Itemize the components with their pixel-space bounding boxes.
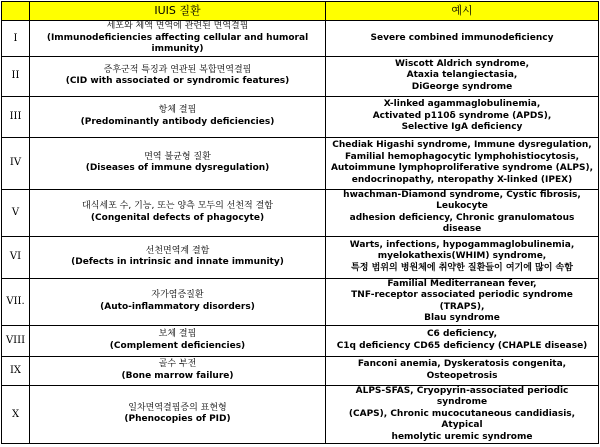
example-line: Wiscott Aldrich syndrome, <box>394 58 530 69</box>
table-row <box>2 325 599 356</box>
disease-cell <box>30 236 326 278</box>
disease-korean: 선천면역계 결함 <box>145 245 210 256</box>
example-line: Ataxia telangiectasia, <box>406 70 518 81</box>
disease-korean: 증후군적 특징과 연관된 복합면역결핍 <box>103 64 252 75</box>
example-line: Familial hemophagocytic lymphohistiocytosis, <box>345 151 579 162</box>
example-cell <box>326 21 599 57</box>
disease-english: (Immunodeficiencies affecting cellular and humoral immunity) <box>46 32 309 54</box>
disease-korean: 세포와 체액 면역에 관련된 면역결핍 <box>106 21 249 31</box>
row-number: V <box>2 189 30 236</box>
table-row <box>2 385 599 444</box>
example-cell <box>326 385 599 444</box>
disease-korean: 골수 부전 <box>158 359 197 369</box>
disease-korean: 자가염증질환 <box>151 290 204 300</box>
example-line: hwachman-Diamond syndrome, Cystic fibrosis, Leukocyte <box>343 189 581 211</box>
table-row <box>2 137 599 189</box>
table-row <box>2 189 599 236</box>
disease-cell <box>30 21 326 57</box>
example-line: endocrinopathy, nteropathy X-linked (IPEX) <box>351 174 573 185</box>
header-row <box>2 2 599 21</box>
disease-korean: 항체 결핍 <box>158 105 197 115</box>
example-line: DiGeorge syndrome <box>411 81 513 92</box>
example-line: hemolytic uremic syndrome <box>391 431 533 442</box>
disease-english: (Bone marrow failure) <box>121 370 234 381</box>
example-cell <box>326 189 599 236</box>
table-row <box>2 356 599 385</box>
example-cell <box>326 325 599 356</box>
iuis-table <box>1 1 599 444</box>
example-line: Selective IgA deficiency <box>401 122 523 133</box>
row-number: VIII <box>2 325 30 356</box>
disease-cell <box>30 356 326 385</box>
example-line: ALPS-SFAS, Cryopyrin-associated periodic syndrome <box>355 385 569 407</box>
disease-cell <box>30 189 326 236</box>
disease-cell <box>30 96 326 137</box>
example-line: Fanconi anemia, Dyskeratosis congenita, Osteopetrosis <box>357 359 567 381</box>
table-row <box>2 21 599 57</box>
table-row <box>2 56 599 96</box>
disease-cell <box>30 385 326 444</box>
example-line: C6 deficiency, <box>426 329 498 339</box>
example-cell <box>326 236 599 278</box>
row-number: II <box>2 56 30 96</box>
header-blank <box>2 2 30 21</box>
row-number: IV <box>2 137 30 189</box>
disease-cell <box>30 56 326 96</box>
example-line: Severe combined immunodeficiency <box>370 32 554 43</box>
table-row <box>2 236 599 278</box>
row-number: X <box>2 385 30 444</box>
row-number: VI <box>2 236 30 278</box>
disease-english: (Defects in intrinsic and innate immunity) <box>71 257 284 267</box>
example-line: Autoimmune lymphoproliferative syndrome (ALPS), <box>330 163 594 173</box>
example-line: Blau syndrome <box>424 313 500 323</box>
example-line: C1q deficiency CD65 deficiency (CHAPLE disease) <box>336 340 588 351</box>
example-line: (CAPS), Chronic mucocutaneous candidiasis, Atypical <box>348 408 576 430</box>
disease-korean: 대식세포 수, 기능, 또는 양측 모두의 선천적 결함 <box>82 201 273 211</box>
header-disease: IUIS 질환 <box>30 2 326 21</box>
header-example: 예시 <box>326 2 599 21</box>
disease-english: (CID with associated or syndromic features) <box>65 76 290 86</box>
disease-korean: 면역 불균형 질환 <box>144 151 211 162</box>
table-row <box>2 96 599 137</box>
disease-cell <box>30 325 326 356</box>
row-number: III <box>2 96 30 137</box>
example-line: Warts, infections, hypogammaglobulinemia, <box>349 239 575 250</box>
disease-english: (Diseases of immune dysregulation) <box>85 163 270 173</box>
example-line: Familial Mediterranean fever, <box>387 278 537 289</box>
example-cell <box>326 137 599 189</box>
disease-korean: 일차면역결핍증의 표현형 <box>128 402 227 413</box>
disease-english: (Congenital defects of phagocyte) <box>90 212 265 223</box>
disease-cell <box>30 137 326 189</box>
example-cell <box>326 96 599 137</box>
disease-english: (Auto-inflammatory disorders) <box>100 301 255 312</box>
table-row <box>2 278 599 325</box>
example-line: Chediak Higashi syndrome, Immune dysregulation, <box>332 140 592 150</box>
example-line: TNF-receptor associated periodic syndrome (TRAPS), <box>351 290 573 312</box>
row-number: IX <box>2 356 30 385</box>
disease-cell <box>30 278 326 325</box>
disease-english: (Phenocopies of PID) <box>124 414 231 425</box>
example-line: myelokathexis(WHIM) syndrome, <box>377 251 547 262</box>
example-line: Activated p110δ syndrome (APDS), <box>372 110 552 121</box>
example-line: 특정 범위의 병원체에 취약한 질환들이 여기에 많이 속함 <box>351 262 573 273</box>
example-line: X-linked agammaglobulinemia, <box>383 99 541 110</box>
row-number: VII. <box>2 278 30 325</box>
disease-english: (Predominantly antibody deficiencies) <box>80 116 275 127</box>
row-number: I <box>2 21 30 57</box>
disease-korean: 보체 결핍 <box>158 329 197 339</box>
example-cell <box>326 278 599 325</box>
table-body <box>2 21 599 444</box>
example-cell <box>326 356 599 385</box>
example-cell <box>326 56 599 96</box>
disease-english: (Complement deficiencies) <box>109 340 246 351</box>
example-line: adhesion deficiency, Chronic granulomatous disease <box>349 212 575 234</box>
